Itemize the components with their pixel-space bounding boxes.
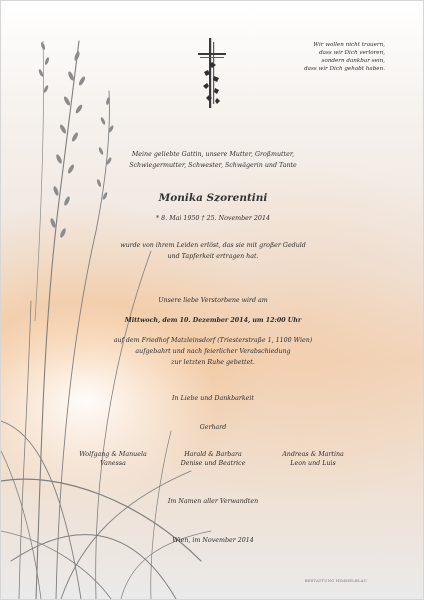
cross-icon xyxy=(195,38,229,110)
place-date: Wien, im November 2014 xyxy=(172,537,254,544)
deceased-name: Monika Szorentini xyxy=(158,192,268,204)
signature-line: Andreas & Martina xyxy=(282,451,344,458)
funeral-home-footer: BESTATTUNG HIMMELBLAU xyxy=(304,578,367,583)
location-line: auf dem Friedhof Matzleinsdorf (Triesterstraße 1, 1100 Wien) xyxy=(113,337,313,344)
motto xyxy=(255,41,385,73)
relatives-line: Im Namen aller Verwandten xyxy=(167,498,259,505)
announcement: Unsere liebe Verstorbene wird am xyxy=(158,297,268,304)
signature-line: Wolfgang & Manuela xyxy=(79,451,147,458)
motto-line: sondern dankbar sein, xyxy=(321,58,385,64)
motto-line: dass wir Dich verloren, xyxy=(319,50,385,56)
motto-line: Wir wollen nicht trauern, xyxy=(313,42,385,48)
released-line: wurde von ihrem Leiden erlöst, das sie mit großer Geduld xyxy=(120,242,306,249)
intro-line: Schwiegermutter, Schwester, Schwägerin und Tante xyxy=(129,162,297,169)
closing-phrase: In Liebe und Dankbarkeit xyxy=(172,395,254,402)
signature-line: Vanessa xyxy=(100,460,126,467)
location-line: aufgebahrt und nach feierlicher Verabschiedung xyxy=(135,348,291,355)
life-dates: * 8. Mai 1950 † 25. November 2014 xyxy=(156,215,270,222)
signature-line: Harald & Barbara xyxy=(184,451,242,458)
intro-line: Meine geliebte Gattin, unsere Mutter, Großmutter, xyxy=(131,151,295,158)
signature-right xyxy=(253,450,373,468)
funeral-date-time: Mittwoch, dem 10. Dezember 2014, um 12:00 Uhr xyxy=(124,317,302,324)
signature-gerhard: Gerhard xyxy=(199,424,227,431)
signature-line: Leon und Luis xyxy=(290,460,336,467)
location-line: zur letzten Ruhe gebettet. xyxy=(171,359,255,366)
released-line: und Tapferkeit ertragen hat. xyxy=(167,253,259,260)
motto-line: dass wir Dich gehabt haben. xyxy=(304,66,385,72)
signature-line: Denise und Beatrice xyxy=(180,460,246,467)
